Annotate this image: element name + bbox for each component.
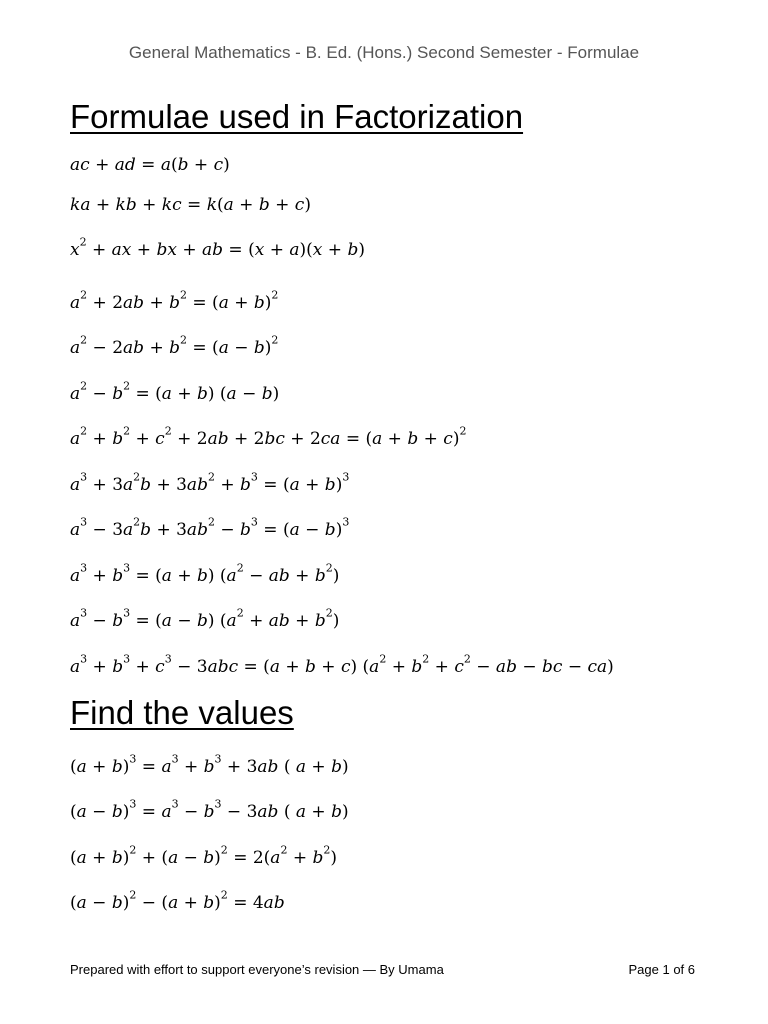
page-header: General Mathematics - B. Ed. (Hons.) Second Semester - Formulae <box>128 43 640 62</box>
formula: $a^3 + 3a^2b + 3ab^2 + b^3 = (a + b)^3$ <box>70 470 350 495</box>
formula: $a^2 + b^2 + c^2 + 2ab + 2bc + 2ca = (a + b + c)^2$ <box>70 424 467 449</box>
formula: $a^3 - 3a^2b + 3ab^2 - b^3 = (a - b)^3$ <box>70 515 350 540</box>
footer-credit: Prepared with effort to support everyone’s revision — By Umama <box>70 962 444 977</box>
formula: $(a + b)^3 = a^3 + b^3 + 3ab$ ( a + b) <box>70 752 349 777</box>
formula: $(a - b)^2 - (a + b)^2 = 4ab$ <box>70 888 285 913</box>
formula: $(a - b)^3 = a^3 - b^3 - 3ab$ ( a + b) <box>70 797 349 822</box>
formula: ac + ad = a(b + c) <box>70 155 230 175</box>
formula: $x^2$ + ax + bx + ab = (x + a)(x + b) <box>70 235 365 260</box>
formula: $a^2 - 2ab + b^2 = (a - b)^2$ <box>70 333 279 358</box>
formula: $a^3 + b^3 + c^3 - 3abc = (a + b + c) (a^2 + b^2 + c^2$ − ab − bc − ca) <box>70 652 614 677</box>
formula: $a^2 + 2ab + b^2 = (a + b)^2$ <box>70 288 279 313</box>
formula: ka + kb + kc = k(a + b + c) <box>70 195 311 215</box>
section-title-factorization: Formulae used in Factorization <box>70 98 524 135</box>
formula: $(a + b)^2 + (a - b)^2 = 2(a^2 + b^2)$ <box>70 843 338 868</box>
formula: $a^3 + b^3 = (a + b) (a^2$ − ab + $b^2$) <box>70 561 340 586</box>
page-number: Page 1 of 6 <box>628 962 695 977</box>
formula: $a^2 - b^2 = (a + b) (a - b)$ <box>70 379 280 404</box>
section-title-find-values: Find the values <box>70 694 294 731</box>
formula: $a^3 - b^3 = (a - b) (a^2$ + ab + $b^2$) <box>70 606 340 631</box>
